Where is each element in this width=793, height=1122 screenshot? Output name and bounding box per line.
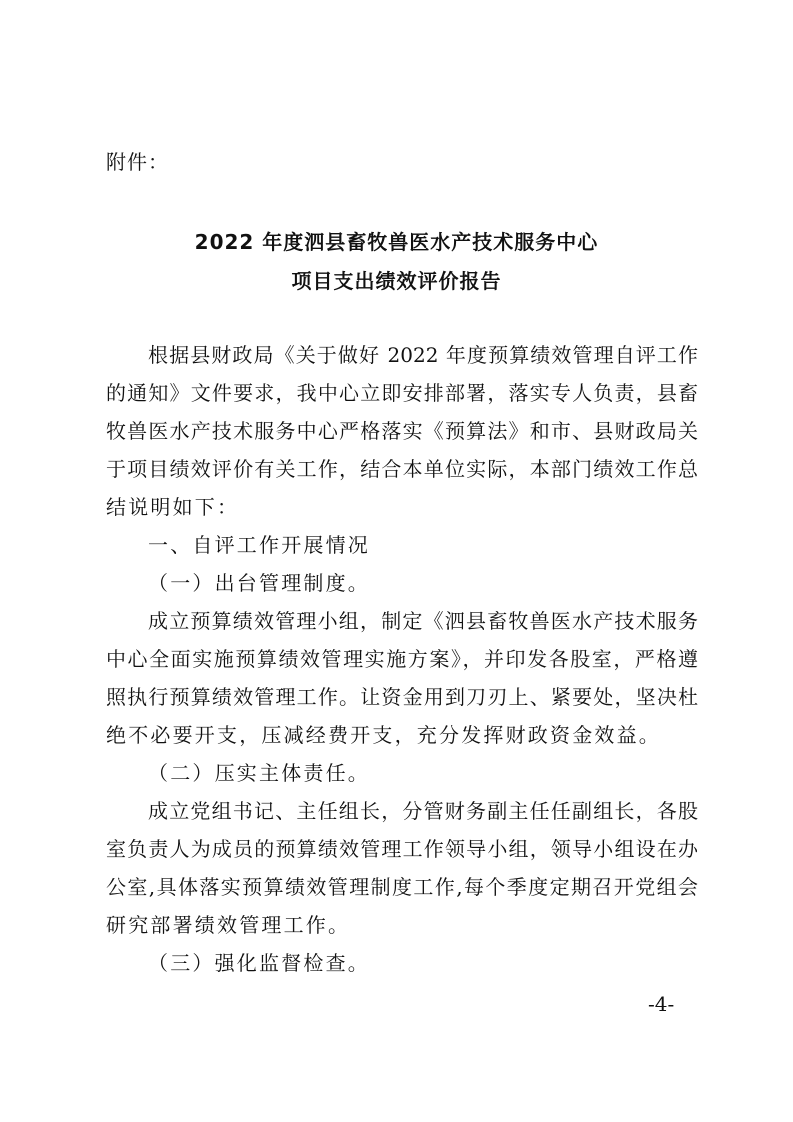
intro-paragraph-line: 于项目绩效评价有关工作，结合本单位实际，本部门绩效工作总: [106, 457, 698, 481]
intro-paragraph-line: 根据县财政局《关于做好 2022 年度预算绩效管理自评工作: [148, 343, 698, 367]
subsection-heading: （一）出台管理制度。: [148, 571, 370, 595]
report-title-line-1: 2022 年度泗县畜牧兽医水产技术服务中心: [194, 230, 599, 254]
subsection-paragraph-line: 照执行预算绩效管理工作。让资金用到刀刃上、紧要处，坚决杜: [106, 685, 698, 709]
intro-paragraph-line: 结说明如下：: [106, 495, 240, 519]
report-title-line-2: 项目支出绩效评价报告: [291, 269, 502, 293]
subsection-paragraph-line: 公室,具体落实预算绩效管理制度工作,每个季度定期召开党组会: [106, 875, 698, 899]
subsection-heading: （二）压实主体责任。: [148, 761, 370, 785]
section-heading: 一、自评工作开展情况: [148, 533, 370, 557]
subsection-paragraph-line: 室负责人为成员的预算绩效管理工作领导小组，领导小组设在办: [106, 837, 698, 861]
subsection-paragraph-line: 中心全面实施预算绩效管理实施方案》，并印发各股室，严格遵: [106, 647, 698, 671]
subsection-paragraph-line: 研究部署绩效管理工作。: [106, 913, 351, 937]
page-number: -4-: [648, 992, 675, 1016]
intro-paragraph-line: 牧兽医水产技术服务中心严格落实《预算法》和市、县财政局关: [106, 419, 698, 443]
subsection-paragraph-line: 成立预算绩效管理小组，制定《泗县畜牧兽医水产技术服务: [148, 609, 698, 633]
intro-paragraph-line: 的通知》文件要求，我中心立即安排部署，落实专人负责，县畜: [106, 381, 698, 405]
subsection-heading: （三）强化监督检查。: [148, 951, 370, 975]
subsection-paragraph-line: 成立党组书记、主任组长，分管财务副主任任副组长，各股: [148, 799, 698, 823]
subsection-paragraph-line: 绝不必要开支，压减经费开支，充分发挥财政资金效益。: [106, 723, 661, 747]
attachment-label: 附件：: [106, 150, 169, 174]
